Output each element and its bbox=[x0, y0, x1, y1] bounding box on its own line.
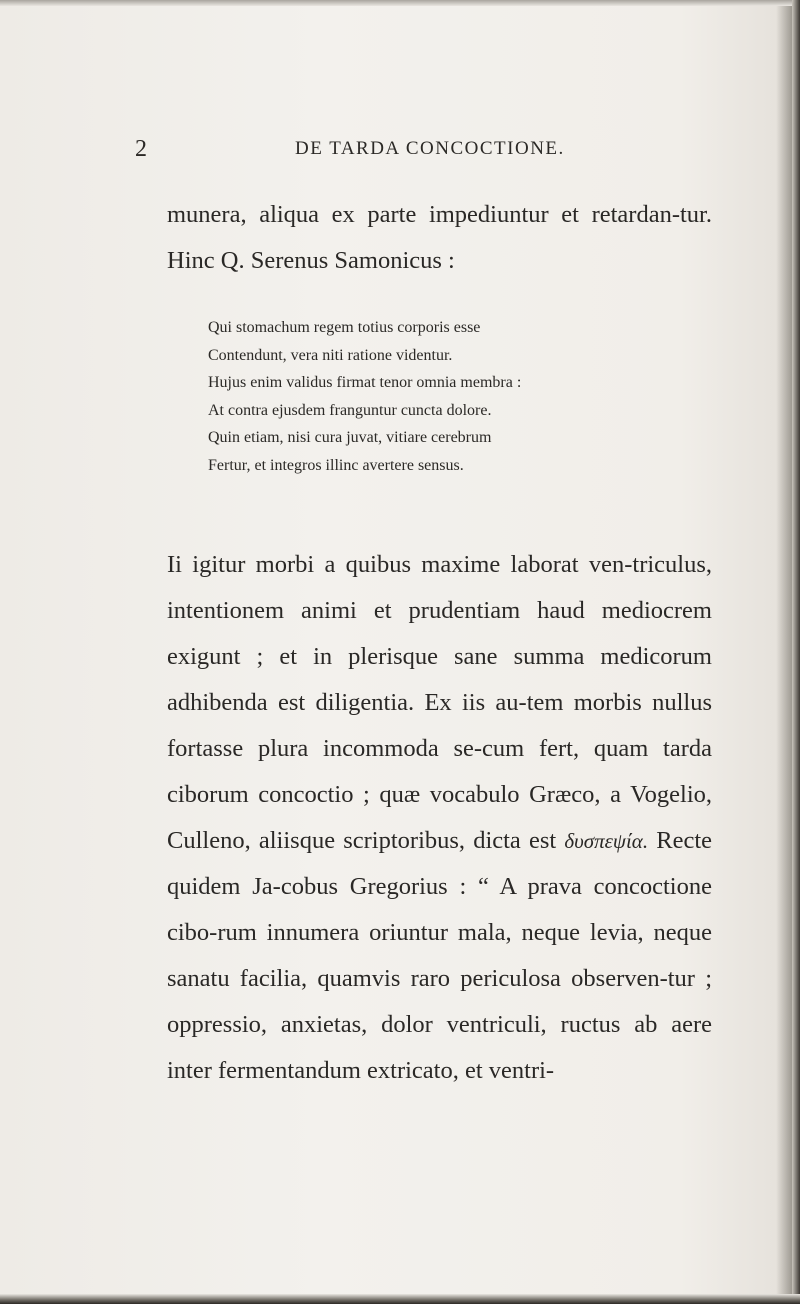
page-top-edge bbox=[0, 0, 800, 6]
verse-line: Hujus enim validus firmat tenor omnia membra : bbox=[208, 374, 522, 392]
page-number: 2 bbox=[135, 136, 147, 162]
running-head bbox=[135, 136, 695, 166]
page-right-edge bbox=[792, 0, 800, 1304]
main-text-part-1: Ii igitur morbi a quibus maxime laborat ven-triculus, intentionem animi et prudentiam haud mediocrem exigunt ; et in plerisque sane summa medicorum adhibenda est diligentia. Ex iis au-tem morbis nullus fortasse plura incommoda se-cum fert, quam tarda ciborum concoctio ; quæ vocabulo Græco, a Vogelio, Culleno, aliisque scriptoribus, dicta est bbox=[167, 551, 712, 854]
page-bottom-edge bbox=[0, 1294, 800, 1304]
verse-line: Qui stomachum regem totius corporis esse bbox=[208, 319, 481, 336]
paragraph-main bbox=[167, 542, 712, 1094]
verse-quotation bbox=[208, 314, 678, 480]
running-title: DE TARDA CONCOCTIONE. bbox=[295, 138, 565, 159]
main-text-part-2: Recte quidem Ja-cobus Gregorius : “ A prava concoctione cibo-rum innumera oriuntur mala, neque levia, neque sanatu facilia, quamvis raro periculosa observen-tur ; oppressio, anxietas, dolor ventriculi, ructus ab aere inter fermentandum extricato, et ventri- bbox=[167, 827, 713, 1084]
verse-line: Fertur, et integros illinc avertere sensus. bbox=[208, 456, 464, 474]
verse-line: Quin etiam, nisi cura juvat, vitiare cerebrum bbox=[208, 429, 492, 447]
verse-line: Contendunt, vera niti ratione videntur. bbox=[208, 346, 453, 364]
greek-term: δυσπεψία. bbox=[564, 829, 649, 853]
verse-line: At contra ejusdem franguntur cuncta dolore. bbox=[208, 401, 492, 419]
paragraph-intro: munera, aliqua ex parte impediuntur et retardan-tur. Hinc Q. Serenus Samonicus : bbox=[167, 201, 712, 274]
